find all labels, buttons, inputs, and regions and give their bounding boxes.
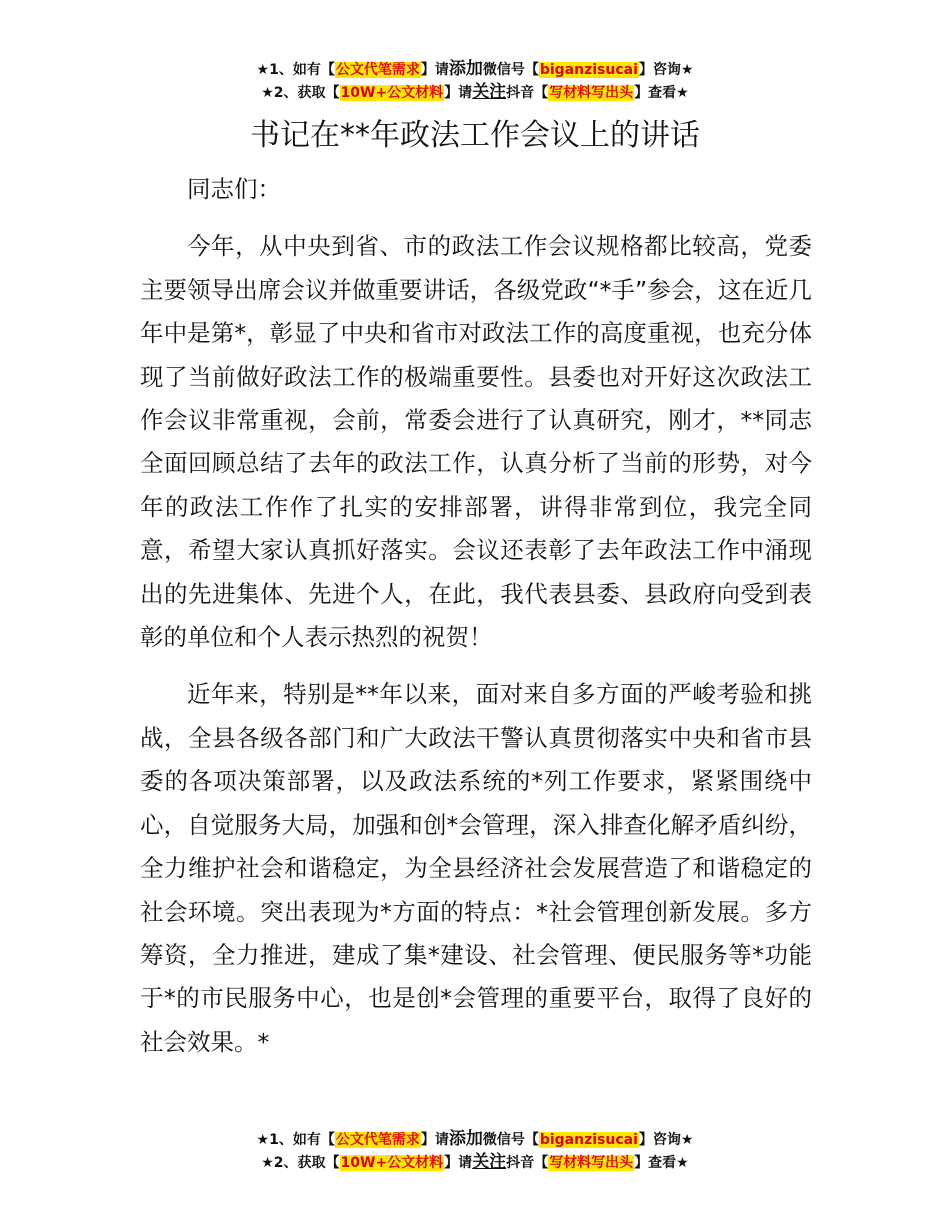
highlight-wechat-id: biganzisucai [539,1132,638,1148]
highlight-service: 公文代笔需求 [335,1132,420,1148]
highlight-service: 公文代笔需求 [335,62,420,78]
banner-line-2: ★2、获取【10W+公文材料】请关注抖音【写材料写出头】查看★ [261,82,689,102]
top-banner [0,58,950,104]
highlight-douyin-id: 写材料写出头 [549,1155,634,1171]
greeting: 同志们： [187,175,281,203]
highlight-douyin-id: 写材料写出头 [549,85,634,101]
banner-line-1: ★1、如有【公文代笔需求】请添加微信号【biganzisucai】咨询★ [256,59,694,79]
bottom-banner [0,1128,950,1174]
highlight-materials: 10W+公文材料 [340,1155,444,1171]
banner-line-1: ★1、如有【公文代笔需求】请添加微信号【biganzisucai】咨询★ [256,1129,694,1149]
highlight-wechat-id: biganzisucai [539,62,638,78]
banner-line-2: ★2、获取【10W+公文材料】请关注抖音【写材料写出头】查看★ [261,1152,689,1172]
paragraph-1: 今年，从中央到省、市的政法工作会议规格都比较高，党委主要领导出席会议并做重要讲话，各级党政“*手”参会，这在近几年中是第*，彰显了中央和省市对政法工作的高度重视，也充分体现了当前做好政法工作的极端重要性。县委也对开好这次政法工作会议非常重视，会前，常委会进行了认真研究，刚才，**同志全面回顾总结了去年的政法工作，认真分析了当前的形势，对今年的政法工作作了扎实的安排部署，讲得非常到位，我完全同意，希望大家认真抓好落实。会议还表彰了去年政法工作中涌现出的先进集体、先进个人，在此，我代表县委、县政府向受到表彰的单位和个人表示热烈的祝贺！ [140,232,812,652]
highlight-materials: 10W+公文材料 [340,85,444,101]
document-title: 书记在**年政法工作会议上的讲话 [250,118,700,153]
document-body [140,168,812,1078]
paragraph-2: 近年来，特别是**年以来，面对来自多方面的严峻考验和挑战，全县各级各部门和广大政法干警认真贯彻落实中央和省市县委的各项决策部署，以及政法系统的*列工作要求，紧紧围绕中心，自觉服务大局，加强和创*会管理，深入排查化解矛盾纠纷，全力维护社会和谐稳定，为全县经济社会发展营造了和谐稳定的社会环境。突出表现为*方面的特点：*社会管理创新发展。多方筹资，全力推进，建成了集*建设、社会管理、便民服务等*功能于*的市民服务中心，也是创*会管理的重要平台，取得了良好的社会效果。* [140,680,812,1056]
